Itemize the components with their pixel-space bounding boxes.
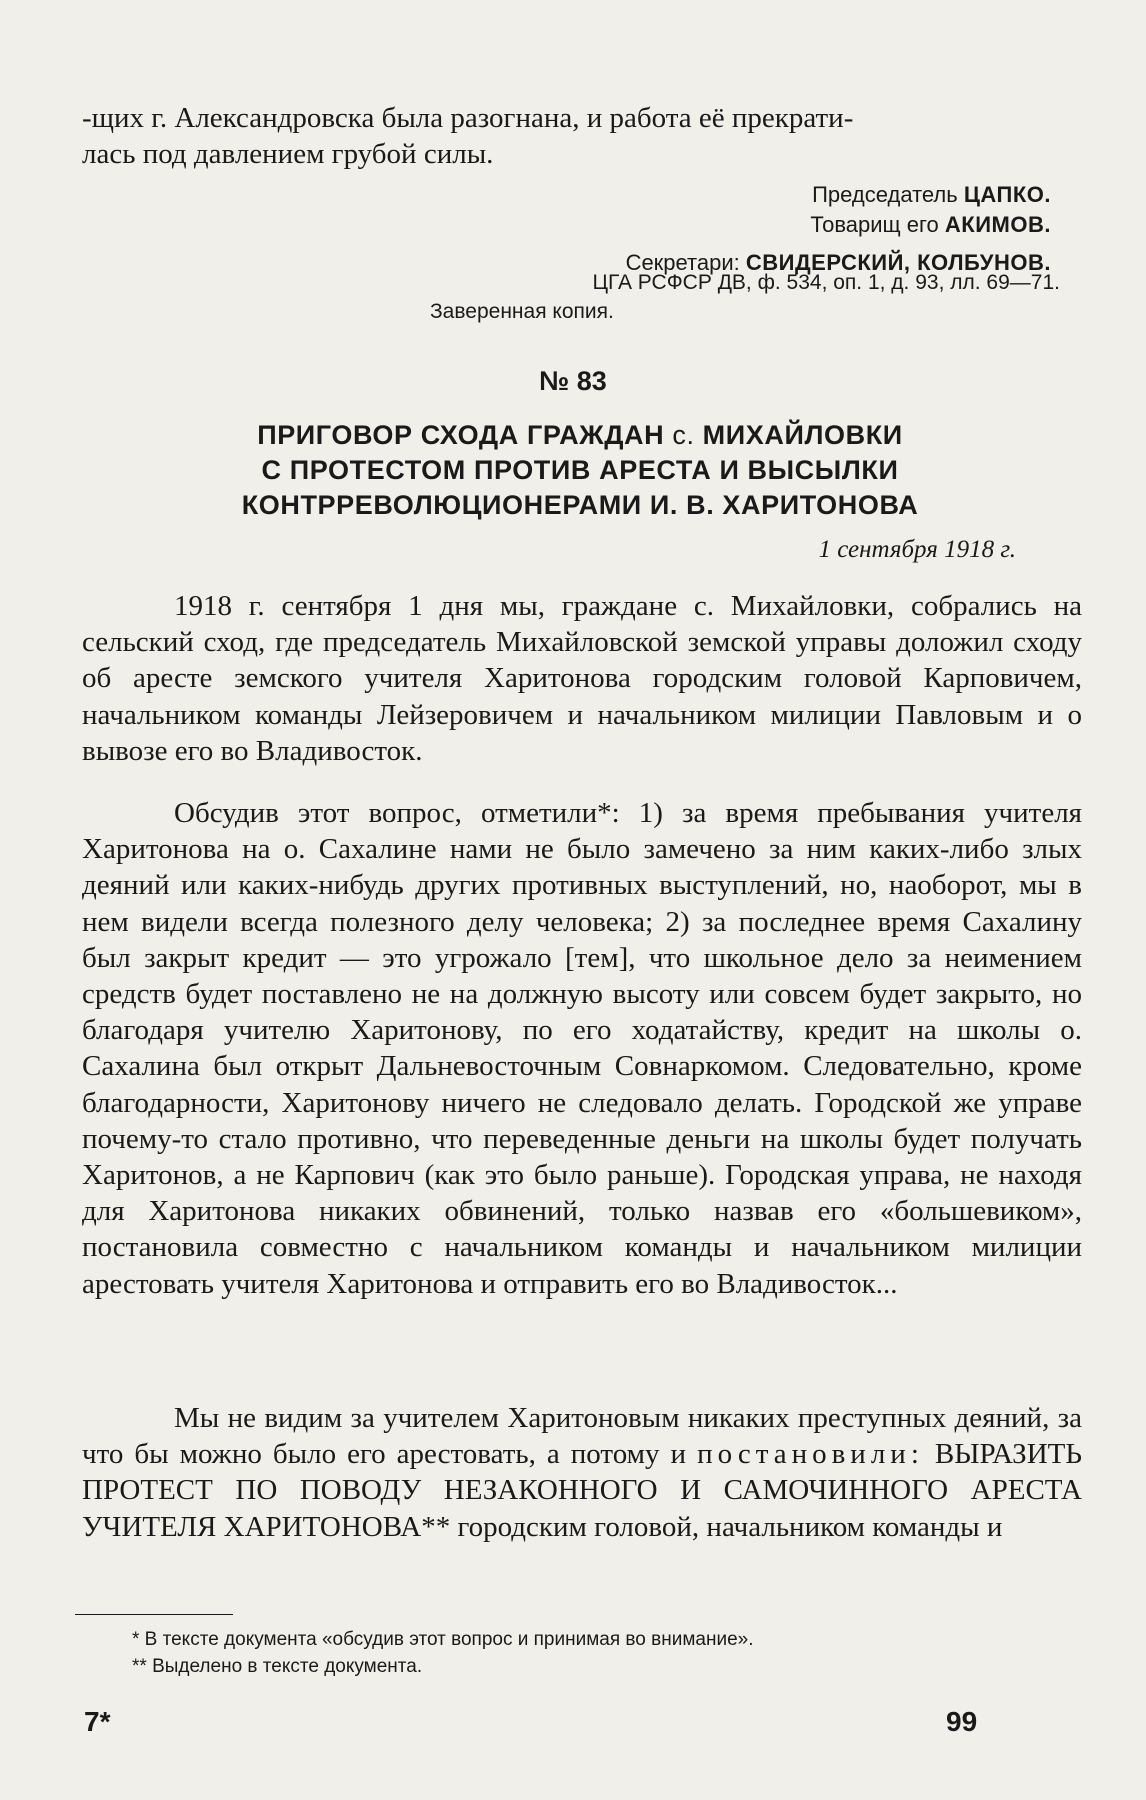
archive-citation <box>270 268 1060 326</box>
archive-copy-note: Заверенная копия. <box>430 300 614 323</box>
title-line-2: С ПРОТЕСТОМ ПРОТИВ АРЕСТА И ВЫСЫЛКИ <box>261 455 899 485</box>
secretaries-line: Секретари: СВИДЕРСКИЙ, КОЛБУНОВ. <box>625 250 1051 275</box>
document-title <box>150 418 1010 523</box>
footnotes <box>132 1626 1092 1680</box>
document-date: 1 сентября 1918 г. <box>818 536 1016 563</box>
paragraph-3-start: Мы не видим за учителем Харитоновым никаких преступных деяний, за что бы можно было его арестовать, а потому и <box>82 1402 1082 1471</box>
signature-mark: 7* <box>84 1706 111 1737</box>
secretaries-names: СВИДЕРСКИЙ, КОЛБУНОВ. <box>745 250 1051 275</box>
chairman-name: ЦАПКО. <box>963 182 1051 207</box>
footnote-2: ** Выделено в тексте документа. <box>132 1656 423 1677</box>
resolved-word: постановили: <box>697 1438 924 1471</box>
footnote-divider <box>75 1614 233 1615</box>
document-number: № 83 <box>539 366 607 396</box>
archive-reference: ЦГА РСФСР ДВ, ф. 534, оп. 1, д. 93, лл. 69—71. <box>592 271 1060 294</box>
continuation-text <box>82 100 1082 172</box>
footnote-1: * В тексте документа «обсудив этот вопрос и принимая во внимание». <box>132 1629 754 1650</box>
paragraph-3 <box>82 1400 1082 1545</box>
title-line-1: ПРИГОВОР СХОДА ГРАЖДАН с. МИХАЙЛОВКИ <box>257 420 903 450</box>
protest-emphasis: ВЫРАЗИТЬ ПРОТЕСТ ПО ПОВОДУ НЕЗАКОННОГО И САМОЧИННОГО АРЕСТА УЧИТЕЛЯ ХАРИТОНОВА** <box>82 1438 1083 1543</box>
deputy-name: АКИМОВ. <box>944 212 1051 237</box>
continuation-line-1: -щих г. Александровска была разогнана, и работа её прекрати- <box>82 102 854 134</box>
chairman-line: Председатель ЦАПКО. <box>812 182 1051 207</box>
paragraph-3-end: городским головой, начальником команды и <box>457 1510 1003 1543</box>
title-line-3: КОНТРРЕВОЛЮЦИОНЕРАМИ И. В. ХАРИТОНОВА <box>241 490 919 520</box>
deputy-line: Товарищ его АКИМОВ. <box>810 212 1051 237</box>
continuation-line-2: лась под давлением грубой силы. <box>82 138 494 171</box>
paragraph-1: 1918 г. сентября 1 дня мы, граждане с. Михайловки, собрались на сельский сход, где председатель Михайловской земской управы доложил сходу об аресте земского учителя Харитонова городским головой Карповичем, начальником команды Лейзеровичем и начальником милиции Павловым и о вывозе его во Владивосток. <box>82 590 1082 767</box>
page-number: 99 <box>946 1706 978 1737</box>
paragraph-2: Обсудив этот вопрос, отметили*: 1) за время пребывания учителя Харитонова на о. Сахалине нами не было замечено за ним каких-либо злых деяний или каких-нибудь других противных выступлений, но, наоборот, мы в нем видели всегда полезного делу человека; 2) за последнее время Сахалину был закрыт кредит — это угрожало [тем], что школьное дело за неимением средств будет поставлено не на должную высоту или совсем будет закрыто, но благодаря учителю Харитонову, по его ходатайству, кредит на школы о. Сахалина был открыт Дальневосточным Совнаркомом. Следовательно, кроме благодарности, Харитонову ничего не следовало делать. Городской же управе почему-то стало противно, что переведенные деньги на школы будет получать Харитонов, а не Карпович (как это было раньше). Городская управа, не находя для Харитонова никаких обвинений, только назвав его «большевиком», постановила совместно с начальником команды и начальником милиции арестовать учителя Харитонова и отправить его во Владивосток... <box>82 797 1082 1300</box>
signature-block <box>626 180 1051 278</box>
